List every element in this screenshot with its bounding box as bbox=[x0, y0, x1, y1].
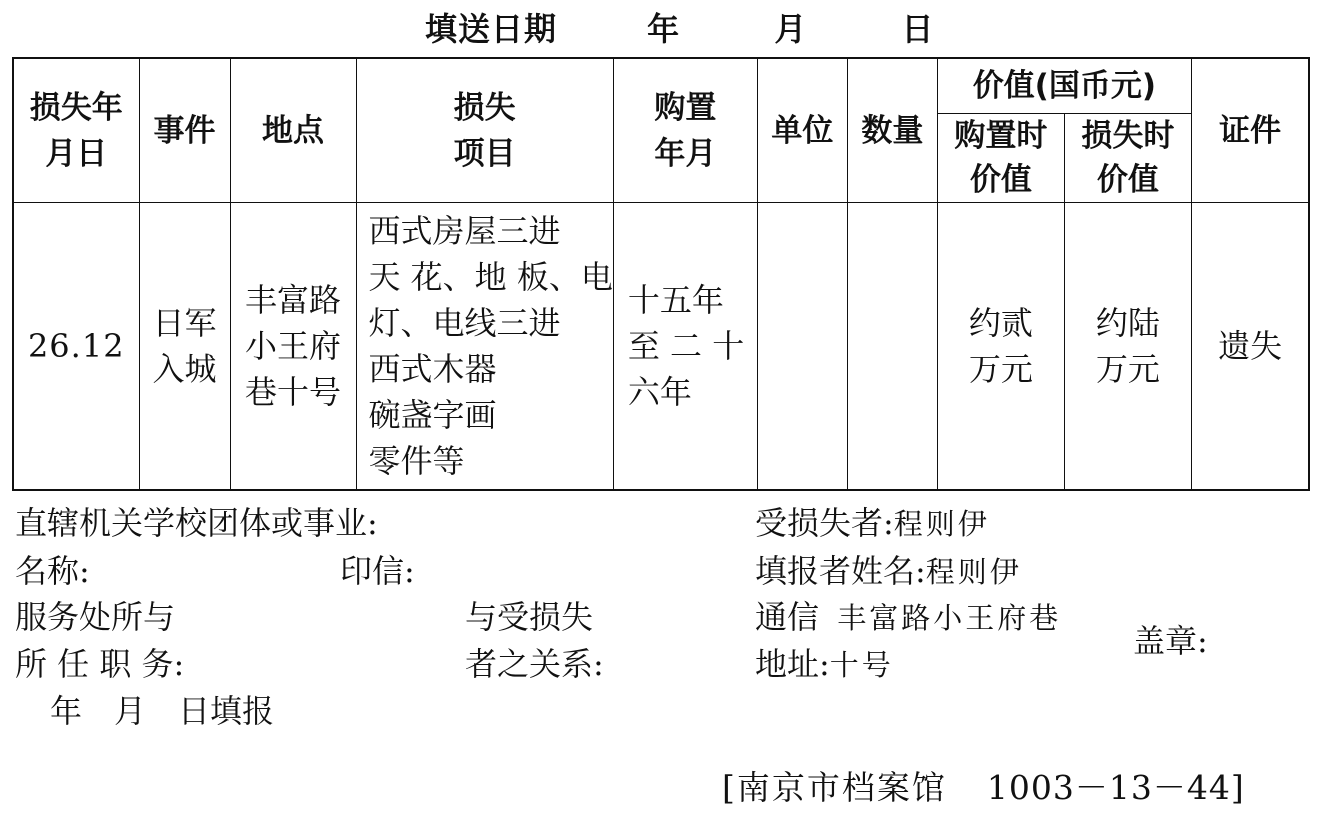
cell-event: 日军 入城 bbox=[139, 203, 230, 490]
footer-reporter bbox=[755, 547, 1022, 596]
loss-report-table bbox=[12, 57, 1310, 491]
footer-name-label: 名称: bbox=[15, 552, 90, 590]
footer-stamp-label: 盖章: bbox=[1133, 622, 1208, 660]
footer-address-2 bbox=[755, 640, 894, 689]
footer-address-1 bbox=[755, 593, 1061, 642]
footer-service-label-2: 所 任 职 务: bbox=[15, 645, 185, 683]
fill-date-month: 月 bbox=[774, 10, 808, 48]
cell-quantity bbox=[847, 203, 937, 490]
header-value-at-loss: 损失时 价值 bbox=[1064, 114, 1191, 203]
victim-label: 受损失者: bbox=[755, 504, 894, 542]
address-value-1: 丰富路小王府巷 bbox=[837, 601, 1062, 635]
reporter-value: 程则伊 bbox=[925, 555, 1022, 589]
cell-certificate: 遗失 bbox=[1191, 203, 1309, 490]
archive-reference bbox=[722, 762, 1246, 809]
reporter-label: 填报者姓名: bbox=[755, 552, 926, 590]
table-row bbox=[13, 203, 1309, 490]
cell-purchase-date: 十五年 至 二 十 六年 bbox=[613, 203, 757, 490]
header-purchase-date: 购置 年月 bbox=[613, 58, 757, 203]
fill-date-year: 年 bbox=[647, 10, 681, 48]
footer-relation-label-2: 者之关系: bbox=[465, 645, 604, 683]
footer-service-label-1: 服务处所与 bbox=[15, 598, 176, 636]
header-event: 事件 bbox=[139, 58, 230, 203]
header-certificate: 证件 bbox=[1191, 58, 1309, 203]
footer-fill-date: 年 月 日填报 bbox=[50, 692, 275, 730]
header-loss-date: 损失年 月日 bbox=[13, 58, 139, 203]
header-unit: 单位 bbox=[757, 58, 847, 203]
header-value-at-purchase: 购置时 价值 bbox=[937, 114, 1064, 203]
cell-loss-items: 西式房屋三进 天 花、地 板、电 灯、电线三进 西式木器 碗盏字画 零件等 bbox=[356, 203, 613, 490]
cell-loss-date: 26.12 bbox=[13, 203, 139, 490]
footer-relation-label-1: 与受损失 bbox=[465, 598, 594, 636]
address-label-2: 地址: bbox=[755, 645, 830, 683]
header-location: 地点 bbox=[230, 58, 356, 203]
cell-unit bbox=[757, 203, 847, 490]
archive-name: 南京市档案馆 bbox=[736, 768, 947, 807]
address-label-1: 通信 bbox=[755, 598, 820, 636]
archive-close-bracket: ] bbox=[1230, 768, 1246, 807]
header-value-group: 价值(国币元) bbox=[937, 58, 1191, 114]
address-value-2: 十号 bbox=[829, 648, 894, 682]
header-quantity: 数量 bbox=[847, 58, 937, 203]
archive-open-bracket: [ bbox=[722, 768, 737, 807]
archive-number: 1003－13－44 bbox=[986, 768, 1231, 807]
footer-victim bbox=[755, 499, 990, 548]
fill-date-label: 填送日期 bbox=[425, 10, 558, 48]
header-loss-item: 损失 项目 bbox=[356, 58, 613, 203]
fill-date-line bbox=[425, 4, 934, 50]
cell-value-at-loss: 约陆 万元 bbox=[1064, 203, 1191, 490]
fill-date-day: 日 bbox=[901, 10, 935, 48]
victim-value: 程则伊 bbox=[893, 507, 990, 541]
footer-org-label: 直辖机关学校团体或事业: bbox=[15, 504, 378, 542]
cell-value-at-purchase: 约贰 万元 bbox=[937, 203, 1064, 490]
footer-seal-label: 印信: bbox=[340, 552, 415, 590]
cell-location: 丰富路 小王府 巷十号 bbox=[230, 203, 356, 490]
